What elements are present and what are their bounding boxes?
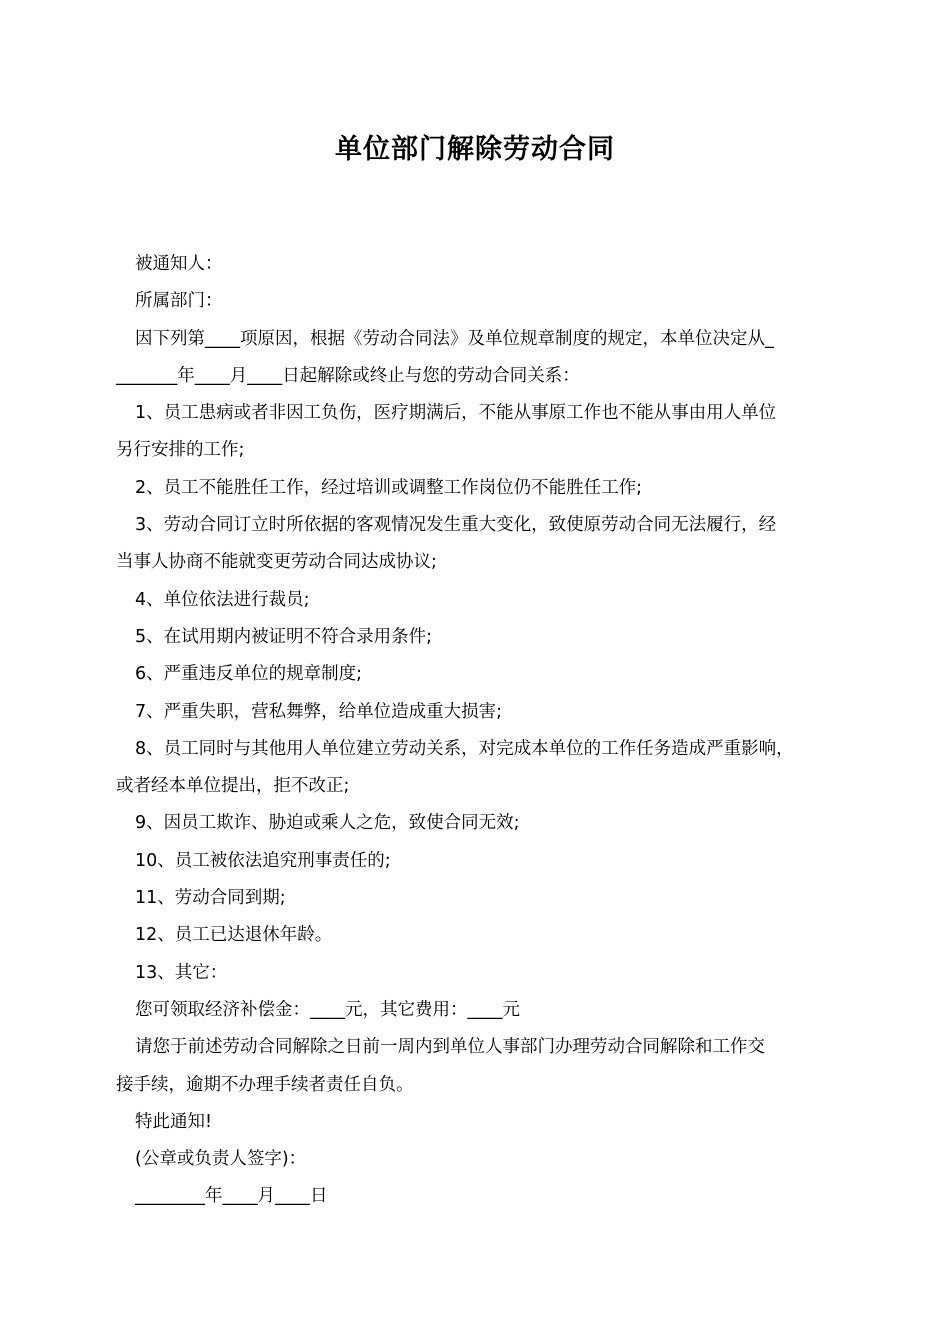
document-line: 特此通知! — [135, 1111, 213, 1132]
document-line: 7、严重失职，营私舞弊，给单位造成重大损害; — [135, 701, 503, 722]
document-line: 13、其它： — [135, 962, 228, 983]
document-line: (公章或负责人签字)： — [135, 1149, 307, 1170]
document-line: 8、员工同时与其他用人单位建立劳动关系，对完成本单位的工作任务造成严重影响， — [135, 738, 794, 759]
document-line: 9、因员工欺诈、胁迫或乘人之危，致使合同无效; — [135, 813, 520, 834]
document-line: 所属部门： — [135, 291, 223, 312]
document-line: 您可领取经济补偿金：____元，其它费用：____元 — [135, 999, 520, 1020]
document-body — [116, 246, 846, 1216]
document-line: 请您于前述劳动合同解除之日前一周内到单位人事部门办理劳动合同解除和工作交 — [135, 1037, 765, 1058]
document-title: 单位部门解除劳动合同 — [335, 134, 615, 165]
document-line: 当事人协商不能就变更劳动合同达成协议; — [116, 552, 437, 573]
document-line: 11、劳动合同到期; — [135, 888, 286, 909]
document-line: _______年____月____日起解除或终止与您的劳动合同关系： — [116, 365, 580, 386]
document-line: 接手续，逾期不办理手续者责任自负。 — [116, 1074, 414, 1095]
document-line: 4、单位依法进行裁员; — [135, 589, 310, 610]
document-line: 因下列第____项原因，根据《劳动合同法》及单位规章制度的规定，本单位决定从_ — [135, 328, 774, 349]
document-line: ________年____月____日 — [135, 1186, 328, 1207]
document-line: 被通知人： — [135, 254, 223, 274]
document-line: 6、严重违反单位的规章制度; — [135, 664, 363, 685]
document-line: 另行安排的工作; — [116, 440, 245, 461]
document-line: 1、员工患病或者非因工负伤，医疗期满后，不能从事原工作也不能从事由用人单位 — [135, 403, 777, 424]
document-line: 3、劳动合同订立时所依据的客观情况发生重大变化，致使原劳动合同无法履行，经 — [135, 515, 777, 536]
document-line: 或者经本单位提出，拒不改正; — [116, 776, 350, 797]
document-line: 10、员工被依法追究刑事责任的; — [135, 850, 391, 871]
document-line: 2、员工不能胜任工作，经过培训或调整工作岗位仍不能胜任工作; — [135, 477, 643, 498]
document-line: 5、在试用期内被证明不符合录用条件; — [135, 626, 433, 647]
document-line: 12、员工已达退休年龄。 — [135, 925, 333, 946]
